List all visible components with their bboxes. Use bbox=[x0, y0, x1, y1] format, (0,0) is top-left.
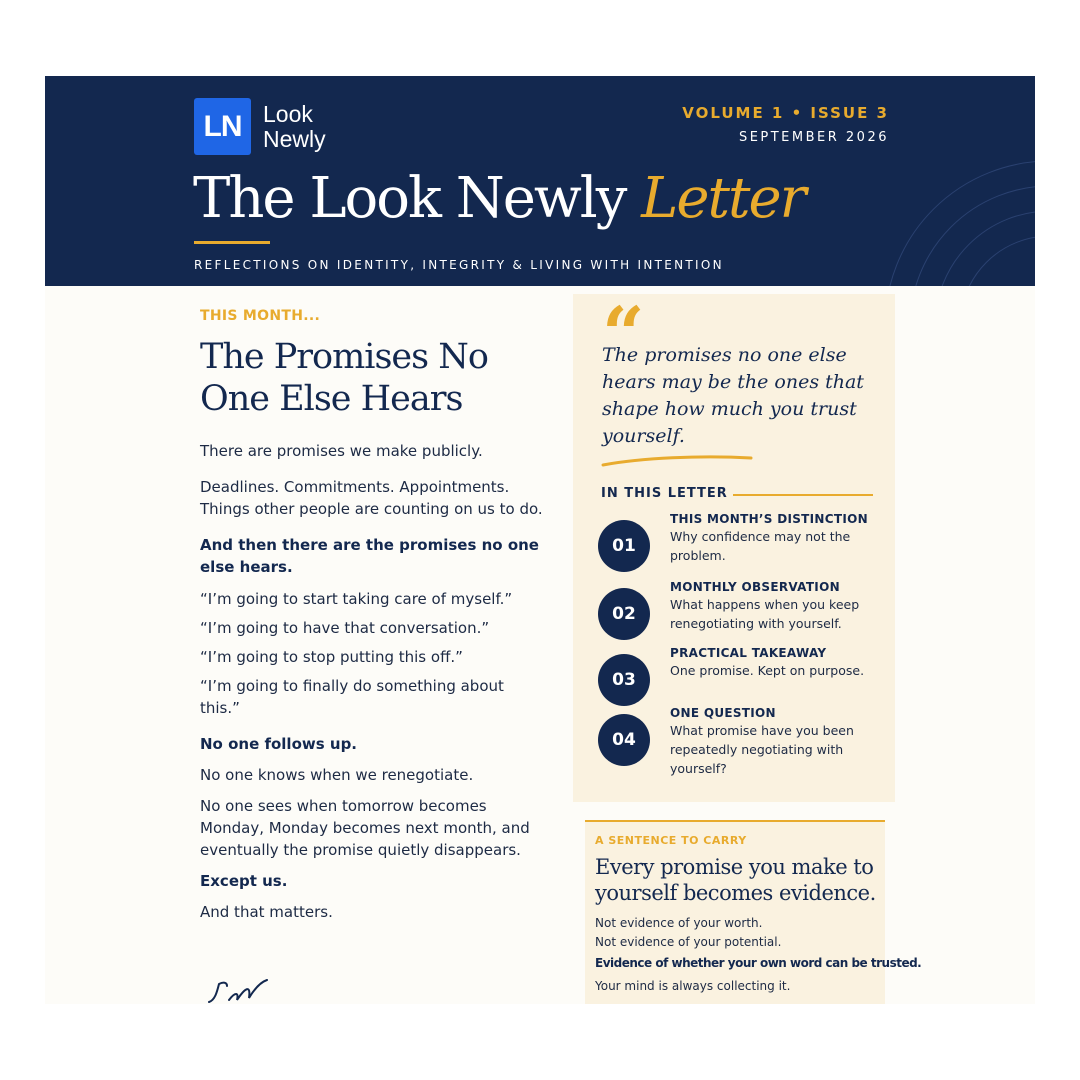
toc-number-badge: 03 bbox=[598, 654, 650, 706]
masthead bbox=[45, 76, 1035, 286]
toc-item-title: THIS MONTH’S DISTINCTION bbox=[670, 512, 868, 526]
article-paragraph: No one knows when we renegotiate. bbox=[200, 766, 474, 784]
sentence-line: Not evidence of your worth. bbox=[595, 916, 763, 930]
sentence-line: Not evidence of your potential. bbox=[595, 935, 782, 949]
article bbox=[200, 308, 545, 923]
toc-item-text bbox=[670, 512, 880, 565]
article-paragraph: No one sees when tomorrow becomes Monday, Monday becomes next month, and eventually the promise quietly disappears. bbox=[200, 797, 530, 859]
contents-card bbox=[573, 294, 895, 802]
sentence-card bbox=[585, 820, 922, 1004]
signature-icon bbox=[205, 978, 285, 1004]
toc-number-badge: 04 bbox=[598, 714, 650, 766]
tagline: REFLECTIONS ON IDENTITY, INTEGRITY & LIVING WITH INTENTION bbox=[194, 258, 724, 272]
logo-word-newly: Newly bbox=[263, 125, 326, 152]
article-paragraph-bold: No one follows up. bbox=[200, 735, 358, 753]
article-paragraph-bold: Except us. bbox=[200, 872, 288, 890]
title-accent: Letter bbox=[641, 166, 805, 231]
toc-item-desc: What happens when you keep renegotiating with yourself. bbox=[670, 597, 860, 631]
article-paragraph-bold: And then there are the promises no one else hears. bbox=[200, 536, 539, 576]
article-headline bbox=[200, 336, 545, 420]
article-quote-line: “I’m going to start taking care of myself.” bbox=[200, 590, 513, 608]
sentence-headline: Every promise you make to yourself becomes evidence. bbox=[595, 855, 876, 905]
newsletter-title bbox=[193, 166, 804, 231]
article-quote-line: “I’m going to stop putting this off.” bbox=[200, 648, 463, 666]
toc-item-text bbox=[670, 580, 880, 633]
toc-heading: IN THIS LETTER bbox=[601, 486, 728, 501]
toc-item-desc: What promise have you been repeatedly negotiating with yourself? bbox=[670, 723, 854, 776]
sentence-line-bold: Evidence of whether your own word can be trusted. bbox=[595, 956, 922, 970]
toc-item-title: MONTHLY OBSERVATION bbox=[670, 580, 840, 594]
swoosh-underline-icon bbox=[601, 454, 761, 468]
article-paragraph: Deadlines. Commitments. Appointments. Things other people are counting on us to do. bbox=[200, 478, 543, 518]
article-paragraph: There are promises we make publicly. bbox=[200, 442, 483, 460]
toc-item-desc: One promise. Kept on purpose. bbox=[670, 663, 865, 678]
title-underline bbox=[194, 241, 270, 244]
brand-logo bbox=[194, 98, 326, 155]
pull-quote: The promises no one else hears may be the ones that shape how much you trust yourself. bbox=[602, 344, 864, 447]
quote-mark-icon: “ bbox=[602, 292, 645, 378]
article-paragraph: And that matters. bbox=[200, 903, 333, 921]
toc-heading-rule bbox=[733, 494, 873, 496]
article-quote-line: “I’m going to finally do something about this.” bbox=[200, 677, 504, 717]
headline-line: The Promises No bbox=[200, 337, 488, 377]
toc-number-badge: 01 bbox=[598, 520, 650, 572]
logo-wordmark bbox=[263, 102, 326, 152]
issue-label: VOLUME 1 • ISSUE 3 bbox=[682, 104, 889, 122]
toc-item-text bbox=[670, 646, 880, 680]
article-kicker: THIS MONTH... bbox=[200, 308, 321, 324]
headline-line: One Else Hears bbox=[200, 379, 463, 419]
toc-item-desc: Why confidence may not the problem. bbox=[670, 529, 851, 563]
toc-item-title: PRACTICAL TAKEAWAY bbox=[670, 646, 827, 660]
toc-item-text bbox=[670, 706, 880, 778]
issue-date: SEPTEMBER 2026 bbox=[738, 130, 889, 145]
sentence-label: A SENTENCE TO CARRY bbox=[595, 834, 747, 847]
sentence-line: Your mind is always collecting it. bbox=[595, 979, 791, 993]
title-main: The Look Newly bbox=[193, 166, 642, 231]
sentence-card-rule bbox=[585, 820, 885, 822]
logo-mark: LN bbox=[194, 98, 251, 155]
logo-word-look: Look bbox=[263, 100, 313, 127]
issue-info bbox=[682, 104, 889, 145]
article-quote-line: “I’m going to have that conversation.” bbox=[200, 619, 490, 637]
toc-item-title: ONE QUESTION bbox=[670, 706, 776, 720]
toc-number-badge: 02 bbox=[598, 588, 650, 640]
